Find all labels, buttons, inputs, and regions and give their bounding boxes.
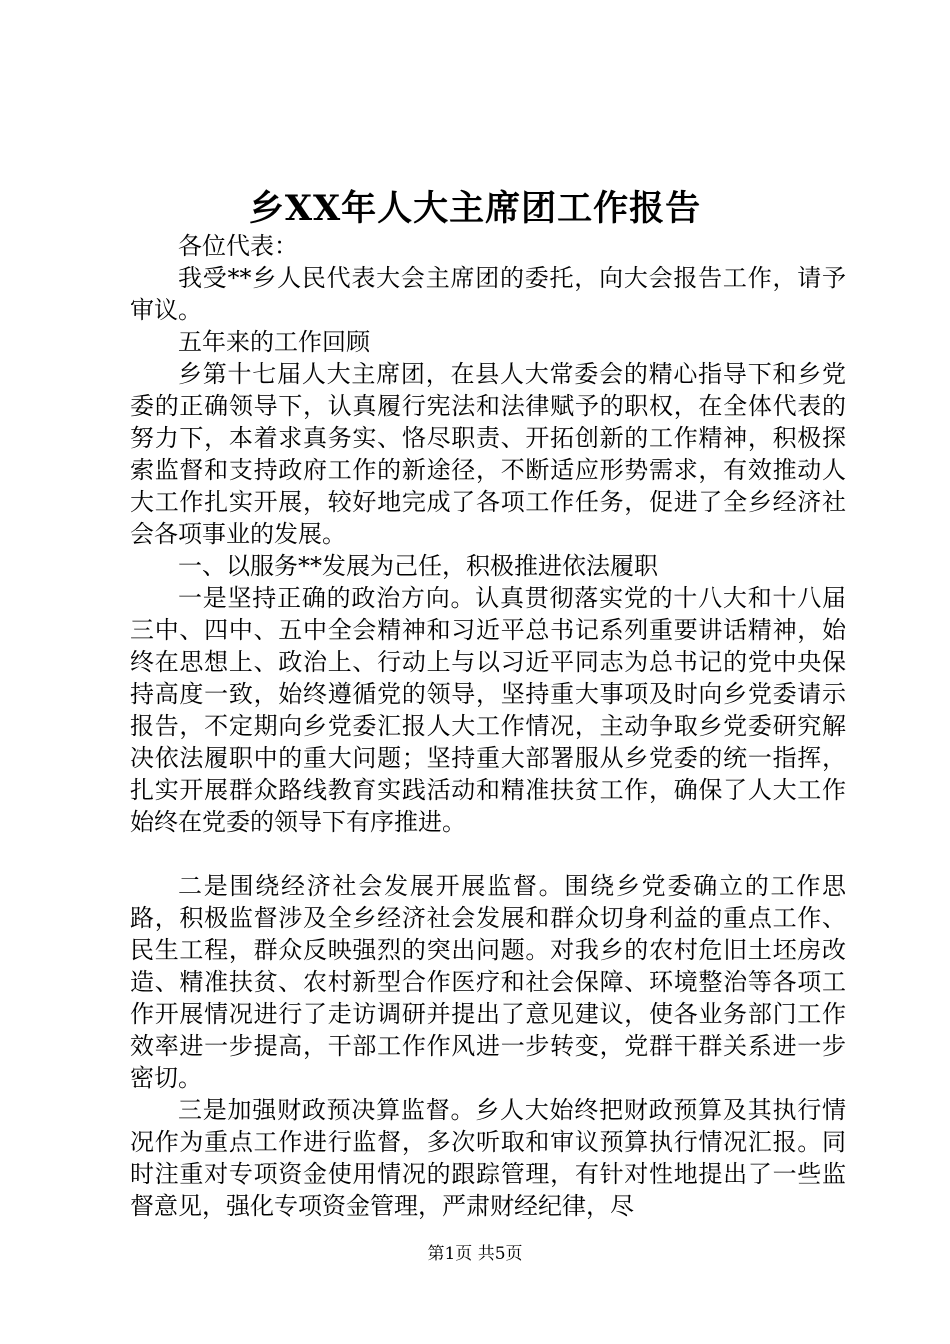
paragraph-salutation: 各位代表： (178, 232, 298, 260)
page-number-footer: 第1页 共5页 (427, 1244, 523, 1264)
paragraph-intro: 我受**乡人民代表大会主席团的委托，向大会报告工作，请予审议。 (130, 264, 846, 324)
paragraph-overview: 乡第十七届人大主席团，在县人大常委会的精心指导下和乡党委的正确领导下，认真履行宪法和法律赋予的职权，在全体代表的努力下，本着求真务实、恪尽职责、开拓创新的工作精神，积极探索监督和支持政府工作的新途径，不断适应形势需求，有效推动人大工作扎实开展，较好地完成了各项工作任务，促进了全乡经济社会各项事业的发展。 (130, 360, 846, 548)
document-body (130, 230, 846, 1222)
paragraph-gap (130, 838, 846, 870)
document-title: 乡XX年人大主席团工作报告 (248, 188, 702, 229)
section-heading-one: 一、以服务**发展为己任，积极推进依法履职 (178, 552, 658, 580)
paragraph-point-one: 一是坚持正确的政治方向。认真贯彻落实党的十八大和十八届三中、四中、五中全会精神和习近平总书记系列重要讲话精神，始终在思想上、政治上、行动上与以习近平同志为总书记的党中央保持高度一致，始终遵循党的领导，坚持重大事项及时向乡党委请示报告，不定期向乡党委汇报人大工作情况，主动争取乡党委研究解决依法履职中的重大问题；坚持重大部署服从乡党委的统一指挥，扎实开展群众路线教育实践活动和精准扶贫工作，确保了人大工作始终在党委的领导下有序推进。 (130, 584, 846, 836)
paragraph-point-three: 三是加强财政预决算监督。乡人大始终把财政预算及其执行情况作为重点工作进行监督，多次听取和审议预算执行情况汇报。同时注重对专项资金使用情况的跟踪管理，有针对性地提出了一些监督意见，强化专项资金管理，严肃财经纪律，尽 (130, 1096, 846, 1220)
paragraph-point-two: 二是围绕经济社会发展开展监督。围绕乡党委确立的工作思路，积极监督涉及全乡经济社会发展和群众切身利益的重点工作、民生工程，群众反映强烈的突出问题。对我乡的农村危旧土坯房改造、精准扶贫、农村新型合作医疗和社会保障、环境整治等各项工作开展情况进行了走访调研并提出了意见建议，使各业务部门工作效率进一步提高，干部工作作风进一步转变，党群干群关系进一步密切。 (130, 872, 846, 1092)
section-heading-review: 五年来的工作回顾 (178, 328, 370, 356)
